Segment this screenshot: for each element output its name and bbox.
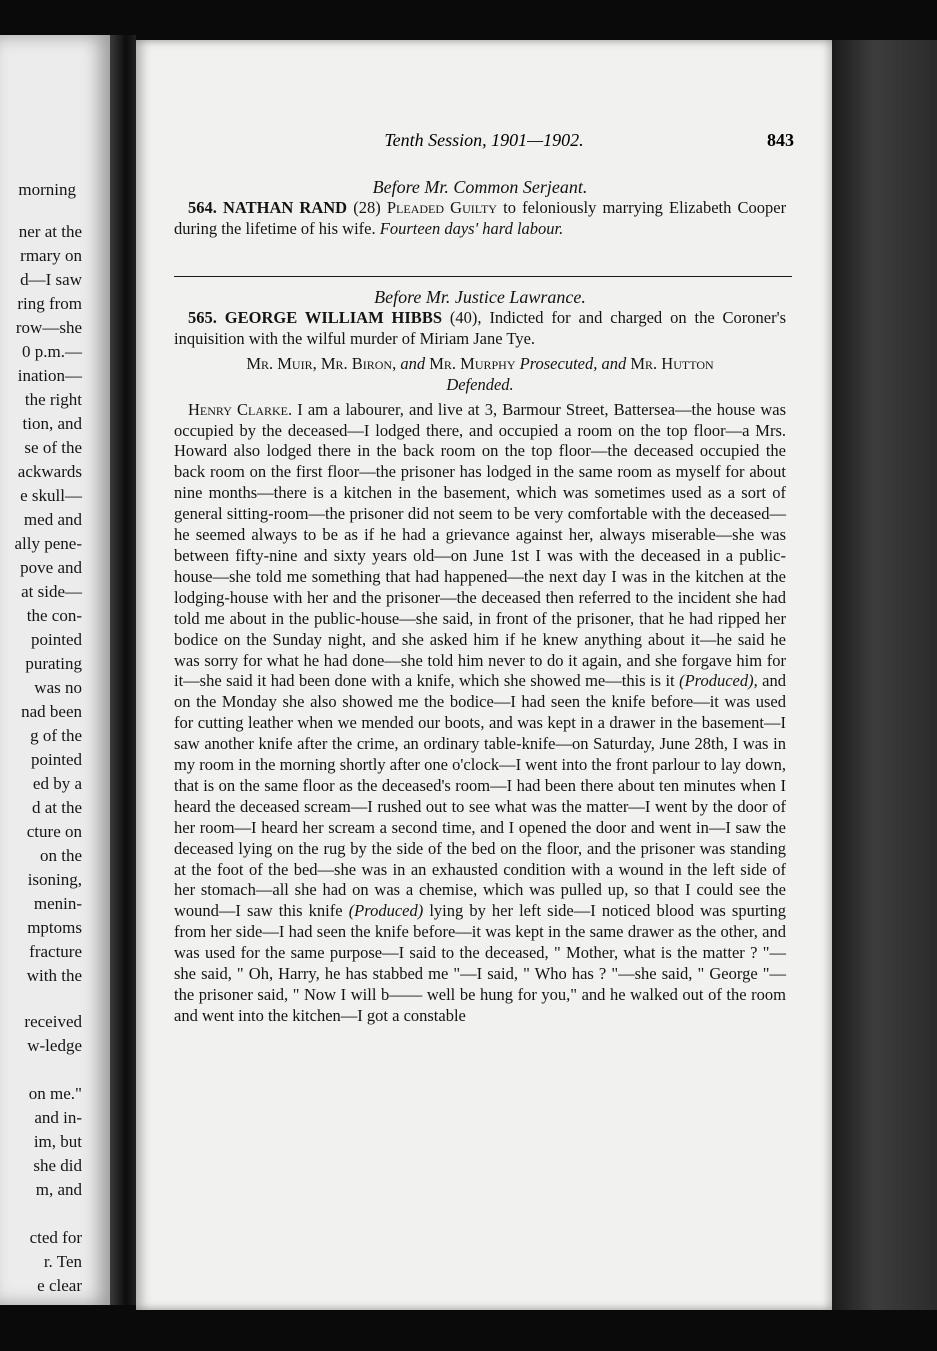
left-page-line: r. Ten	[43, 1252, 82, 1271]
case-565-charge	[174, 308, 786, 350]
left-page-line: morning	[18, 180, 76, 199]
left-page-line: tion, and	[22, 414, 82, 433]
page-header	[174, 130, 794, 154]
left-page-line: and in-	[34, 1108, 82, 1127]
section-rule	[174, 276, 792, 277]
left-page-line: the con-	[26, 606, 82, 625]
left-page-line: on me."	[28, 1084, 82, 1103]
left-page-line: pointed	[31, 630, 82, 649]
testimony-part-1: I am a labourer, and live at 3, Barmour Street, Battersea—the house was occupied by the deceased—I lodged there, and occupied a room on the top floor—a Mrs. Howard also lodged there in the back room on the top floor—the deceased occupied the back room on the first floor—the prisoner has lodged in the same room as myself for about nine months—there is a kitchen in the basement, which was sometimes used as a sort of general sitting-room—the prisoner did not seem to be very comfortable with the deceased—he seemed always to be as if he had a grievance against her, always miserable—she was between fifty-nine and sixty years old—on June 1st I was with the deceased in a public-house—she told me something that had happened—the next day I was in the kitchen at the lodging-house with her and the prisoner—the deceased then referred to the incident she had told me about in the public-house—she said, in front of the prisoner, that he had ripped her bodice on the Sunday night, and she asked him if he knew anything about it—he said he was sorry for what he had done—she told him never to do it again, and she forgave him for it—she said it had been done with a knife, which she showed me—this is it	[174, 399, 786, 691]
produced-note: (Produced)	[348, 901, 424, 921]
left-page-line: m, and	[35, 1180, 82, 1199]
defendant-name: NATHAN RAND	[223, 198, 348, 217]
left-page-line: ed by a	[32, 774, 82, 793]
defendant-age: (28)	[353, 198, 381, 217]
left-page-line: at side—	[21, 582, 82, 601]
plea: Pleaded Guilty	[386, 198, 497, 217]
testimony-part-2: and on the Monday she also showed me the bodice—I had seen the knife before—it was used for cutting leather when we mended our boots, and was kept in a drawer in the basement—I saw another knife after the crime, an ordinary table-knife—on Saturday, June 28th, I was in my room in the morning shortly after one o'clock—I went into the front parlour to lay down, that is on the same floor as the deceased's room—I had been there about ten minutes when I heard the deceased scream—I rushed out to see what was the matter—I went by the door of her room—I heard her scream a second time, and I opened the door and went in—I saw the deceased lying on the rug by the side of the bed on the floor, and the prisoner was standing at the foot of the bed—she was in an exhausted condition with a wound in the left side of her stomach—all she had on was a chemise, which was pulled up, so that I could see the wound—I saw this knife	[174, 671, 786, 921]
court-heading: Before Mr. Justice Lawrance.	[374, 287, 586, 307]
case-number: 564.	[188, 198, 217, 217]
witness-testimony	[174, 400, 786, 1027]
prosecution-counsel-2: Mr. Murphy	[429, 353, 516, 373]
left-page-line: pointed	[31, 750, 82, 769]
prosecution-counsel: Mr. Muir, Mr. Biron,	[246, 353, 397, 373]
left-page-line: 0 p.m.—	[22, 342, 82, 361]
left-page-line: e clear	[37, 1276, 82, 1295]
produced-note: (Produced),	[679, 671, 758, 691]
testimony-part-3: lying by her left side—I noticed blood was spurting from her side—I had seen the knife before—it was kept in the same drawer as the other, and was used for the same purpose—I said to the deceased, " Mother, what is the matter ? "—she said, " Oh, Harry, he has stabbed me "—I said, " Who has ? "—she said, " George "—the prisoner said, " Now I will b—— well be hung for you," and he walked out of the room and went into the kitchen—I got a constable	[174, 901, 786, 1025]
case-564-paragraph	[174, 198, 786, 240]
prosecuted-label: Prosecuted, and	[519, 353, 627, 373]
left-page-line: ackwards	[17, 462, 82, 481]
left-page-line: row—she	[15, 318, 82, 337]
left-page-line: d at the	[31, 798, 82, 817]
case-564	[174, 176, 786, 240]
left-page-line: was no	[34, 678, 82, 697]
defendant-name: GEORGE WILLIAM HIBBS	[224, 308, 442, 327]
counsel-line	[174, 354, 786, 396]
left-page	[0, 35, 110, 1305]
left-page-line: mptoms	[27, 918, 82, 937]
left-page-line: menin-	[33, 894, 82, 913]
left-page-line: d—I saw	[20, 270, 82, 289]
page-edge-shadow	[832, 40, 937, 1310]
left-page-line: ally pene-	[14, 534, 82, 553]
left-page-line: g of the	[30, 726, 82, 745]
left-page-line: med and	[23, 510, 82, 529]
defended-label: Defended.	[446, 374, 514, 394]
book-gutter	[110, 35, 136, 1305]
left-page-line: with the	[26, 966, 82, 985]
running-head: Tenth Session, 1901—1902.	[384, 130, 584, 150]
left-page-line: e skull—	[20, 486, 82, 505]
left-page-line: pove and	[20, 558, 82, 577]
left-page-line: se of the	[24, 438, 82, 457]
right-page	[136, 40, 832, 1310]
left-page-line: fracture	[29, 942, 82, 961]
sentence: Fourteen days' hard labour.	[379, 218, 564, 238]
left-page-line: ination—	[17, 366, 82, 385]
offence-text: to feloniously marrying Elizabeth Cooper during the lifetime of his wife.	[174, 198, 787, 238]
left-page-line: received	[24, 1012, 82, 1031]
left-page-line: the right	[24, 390, 82, 409]
left-page-line: im, but	[33, 1132, 82, 1151]
counsel-conjunction: and	[400, 353, 426, 373]
case-565	[174, 286, 786, 1027]
left-page-line: isoning,	[27, 870, 82, 889]
charge-text: Indicted for and charged on the Coroner's inquisition with the wilful murder of Miriam Jane Tye.	[174, 308, 787, 348]
left-page-line: she did	[33, 1156, 82, 1175]
page-number: 843	[767, 130, 794, 150]
case-number: 565.	[188, 308, 217, 327]
left-page-line: ner at the	[18, 222, 82, 241]
left-page-line: cture on	[26, 822, 82, 841]
witness-name: Henry Clarke.	[188, 399, 293, 419]
left-page-line: purating	[25, 654, 82, 673]
court-heading: Before Mr. Common Serjeant.	[372, 177, 588, 197]
left-page-line: rmary on	[20, 246, 82, 265]
left-page-line: nad been	[21, 702, 82, 721]
left-page-line: ring from	[17, 294, 82, 313]
defendant-age: (40),	[449, 308, 482, 327]
left-page-line: cted for	[29, 1228, 82, 1247]
defence-counsel: Mr. Hutton	[630, 353, 714, 373]
left-page-line: on the	[39, 846, 82, 865]
left-page-line: w-ledge	[27, 1036, 82, 1055]
